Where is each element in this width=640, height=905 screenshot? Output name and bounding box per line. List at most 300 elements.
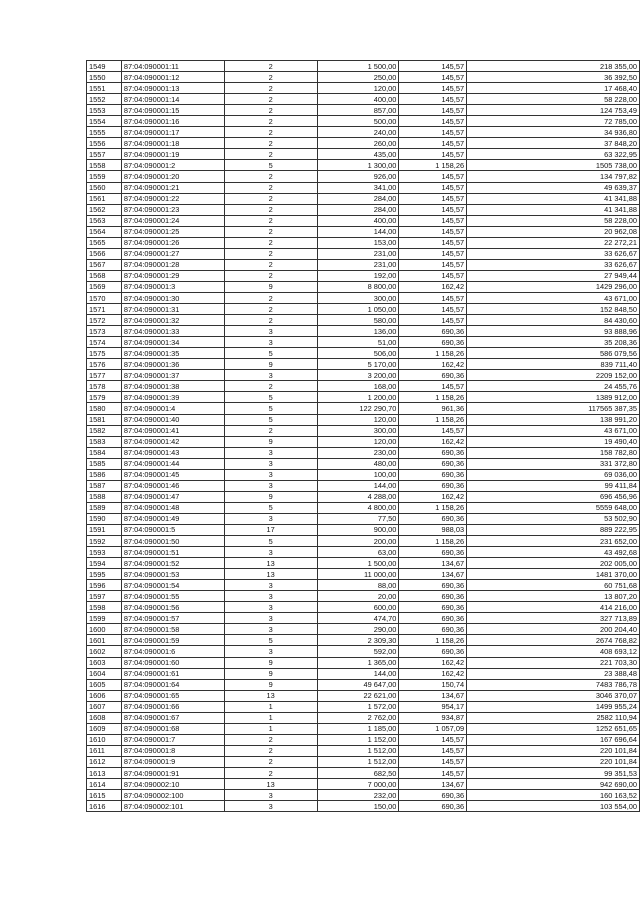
area-cell: 51,00 xyxy=(317,337,399,348)
cadastral-number-cell: 87:04:090001:33 xyxy=(121,326,224,337)
cadastral-number-cell: 87:04:090001:67 xyxy=(121,712,224,723)
rate-cell: 162,42 xyxy=(399,491,467,502)
rate-cell: 1 057,09 xyxy=(399,723,467,734)
table-row xyxy=(87,524,640,535)
category-cell: 2 xyxy=(224,270,317,281)
area-cell: 88,00 xyxy=(317,580,399,591)
cadastral-number-cell: 87:04:090001:35 xyxy=(121,348,224,359)
table-row xyxy=(87,745,640,756)
rate-cell: 145,57 xyxy=(399,381,467,392)
category-cell: 2 xyxy=(224,226,317,237)
cadastral-number-cell: 87:04:090002:100 xyxy=(121,790,224,801)
row-number-cell: 1583 xyxy=(87,436,122,447)
category-cell: 9 xyxy=(224,436,317,447)
row-number-cell: 1594 xyxy=(87,558,122,569)
category-cell: 2 xyxy=(224,756,317,767)
category-cell: 13 xyxy=(224,558,317,569)
row-number-cell: 1573 xyxy=(87,326,122,337)
rate-cell: 145,57 xyxy=(399,248,467,259)
row-number-cell: 1563 xyxy=(87,215,122,226)
cadastral-number-cell: 87:04:090001:52 xyxy=(121,558,224,569)
category-cell: 1 xyxy=(224,712,317,723)
row-number-cell: 1589 xyxy=(87,502,122,513)
value-cell: 1252 651,65 xyxy=(467,723,640,734)
rate-cell: 1 158,26 xyxy=(399,635,467,646)
cadastral-number-cell: 87:04:090001:17 xyxy=(121,127,224,138)
row-number-cell: 1553 xyxy=(87,105,122,116)
value-cell: 5559 648,00 xyxy=(467,502,640,513)
table-row xyxy=(87,768,640,779)
row-number-cell: 1570 xyxy=(87,292,122,303)
table-row xyxy=(87,182,640,193)
value-cell: 134 797,82 xyxy=(467,171,640,182)
value-cell: 414 216,00 xyxy=(467,602,640,613)
rate-cell: 134,67 xyxy=(399,690,467,701)
row-number-cell: 1616 xyxy=(87,801,122,812)
rate-cell: 134,67 xyxy=(399,558,467,569)
rate-cell: 162,42 xyxy=(399,668,467,679)
category-cell: 2 xyxy=(224,292,317,303)
rate-cell: 145,57 xyxy=(399,94,467,105)
rate-cell: 145,57 xyxy=(399,204,467,215)
rate-cell: 1 158,26 xyxy=(399,536,467,547)
cadastral-number-cell: 87:04:090001:64 xyxy=(121,679,224,690)
area-cell: 230,00 xyxy=(317,447,399,458)
cadastral-number-cell: 87:04:090001:23 xyxy=(121,204,224,215)
row-number-cell: 1549 xyxy=(87,61,122,72)
value-cell: 1389 912,00 xyxy=(467,392,640,403)
value-cell: 160 163,52 xyxy=(467,790,640,801)
table-row xyxy=(87,403,640,414)
rate-cell: 145,57 xyxy=(399,116,467,127)
area-cell: 926,00 xyxy=(317,171,399,182)
table-body xyxy=(87,61,640,812)
value-cell: 53 502,90 xyxy=(467,513,640,524)
table-row xyxy=(87,259,640,270)
cadastral-number-cell: 87:04:090001:31 xyxy=(121,304,224,315)
row-number-cell: 1576 xyxy=(87,359,122,370)
table-row xyxy=(87,635,640,646)
cadastral-number-cell: 87:04:090001:46 xyxy=(121,480,224,491)
area-cell: 284,00 xyxy=(317,204,399,215)
category-cell: 9 xyxy=(224,491,317,502)
cadastral-number-cell: 87:04:090001:36 xyxy=(121,359,224,370)
cadastral-number-cell: 87:04:090001:55 xyxy=(121,591,224,602)
table-row xyxy=(87,580,640,591)
rate-cell: 690,36 xyxy=(399,624,467,635)
category-cell: 9 xyxy=(224,359,317,370)
cadastral-number-cell: 87:04:090001:39 xyxy=(121,392,224,403)
cadastral-number-cell: 87:04:090001:14 xyxy=(121,94,224,105)
table-row xyxy=(87,337,640,348)
table-row xyxy=(87,558,640,569)
row-number-cell: 1561 xyxy=(87,193,122,204)
value-cell: 43 671,00 xyxy=(467,425,640,436)
row-number-cell: 1586 xyxy=(87,469,122,480)
cadastral-number-cell: 87:04:090001:54 xyxy=(121,580,224,591)
rate-cell: 145,57 xyxy=(399,292,467,303)
value-cell: 60 751,68 xyxy=(467,580,640,591)
rate-cell: 145,57 xyxy=(399,768,467,779)
area-cell: 857,00 xyxy=(317,105,399,116)
area-cell: 144,00 xyxy=(317,480,399,491)
area-cell: 231,00 xyxy=(317,259,399,270)
category-cell: 9 xyxy=(224,657,317,668)
value-cell: 2209 152,00 xyxy=(467,370,640,381)
table-row xyxy=(87,248,640,259)
area-cell: 120,00 xyxy=(317,436,399,447)
category-cell: 2 xyxy=(224,61,317,72)
row-number-cell: 1571 xyxy=(87,304,122,315)
row-number-cell: 1602 xyxy=(87,646,122,657)
area-cell: 1 152,00 xyxy=(317,734,399,745)
rate-cell: 690,36 xyxy=(399,602,467,613)
table-row xyxy=(87,480,640,491)
category-cell: 2 xyxy=(224,204,317,215)
category-cell: 5 xyxy=(224,160,317,171)
row-number-cell: 1596 xyxy=(87,580,122,591)
cadastral-number-cell: 87:04:090001:26 xyxy=(121,237,224,248)
value-cell: 221 703,30 xyxy=(467,657,640,668)
cadastral-number-cell: 87:04:090001:19 xyxy=(121,149,224,160)
area-cell: 122 290,70 xyxy=(317,403,399,414)
table-row xyxy=(87,657,640,668)
category-cell: 3 xyxy=(224,469,317,480)
rate-cell: 145,57 xyxy=(399,61,467,72)
cadastral-number-cell: 87:04:090001:42 xyxy=(121,436,224,447)
row-number-cell: 1613 xyxy=(87,768,122,779)
value-cell: 93 888,96 xyxy=(467,326,640,337)
row-number-cell: 1605 xyxy=(87,679,122,690)
area-cell: 435,00 xyxy=(317,149,399,160)
row-number-cell: 1587 xyxy=(87,480,122,491)
category-cell: 2 xyxy=(224,259,317,270)
area-cell: 260,00 xyxy=(317,138,399,149)
row-number-cell: 1603 xyxy=(87,657,122,668)
cadastral-number-cell: 87:04:090001:66 xyxy=(121,701,224,712)
cadastral-number-cell: 87:04:090001:3 xyxy=(121,281,224,292)
area-cell: 144,00 xyxy=(317,226,399,237)
area-cell: 300,00 xyxy=(317,425,399,436)
category-cell: 3 xyxy=(224,547,317,558)
value-cell: 1481 370,00 xyxy=(467,569,640,580)
table-row xyxy=(87,160,640,171)
category-cell: 3 xyxy=(224,646,317,657)
table-row xyxy=(87,315,640,326)
value-cell: 1505 738,00 xyxy=(467,160,640,171)
area-cell: 474,70 xyxy=(317,613,399,624)
row-number-cell: 1565 xyxy=(87,237,122,248)
row-number-cell: 1575 xyxy=(87,348,122,359)
row-number-cell: 1574 xyxy=(87,337,122,348)
area-cell: 232,00 xyxy=(317,790,399,801)
value-cell: 22 272,21 xyxy=(467,237,640,248)
rate-cell: 690,36 xyxy=(399,326,467,337)
area-cell: 192,00 xyxy=(317,270,399,281)
category-cell: 3 xyxy=(224,458,317,469)
rate-cell: 145,57 xyxy=(399,304,467,315)
value-cell: 696 456,96 xyxy=(467,491,640,502)
value-cell: 43 671,00 xyxy=(467,292,640,303)
row-number-cell: 1572 xyxy=(87,315,122,326)
category-cell: 3 xyxy=(224,480,317,491)
value-cell: 17 468,40 xyxy=(467,83,640,94)
category-cell: 2 xyxy=(224,425,317,436)
row-number-cell: 1560 xyxy=(87,182,122,193)
rate-cell: 690,36 xyxy=(399,337,467,348)
area-cell: 682,50 xyxy=(317,768,399,779)
value-cell: 218 355,00 xyxy=(467,61,640,72)
category-cell: 2 xyxy=(224,182,317,193)
value-cell: 41 341,88 xyxy=(467,204,640,215)
table-row xyxy=(87,679,640,690)
value-cell: 331 372,80 xyxy=(467,458,640,469)
rate-cell: 162,42 xyxy=(399,281,467,292)
area-cell: 120,00 xyxy=(317,414,399,425)
table-row xyxy=(87,237,640,248)
category-cell: 5 xyxy=(224,536,317,547)
table-row xyxy=(87,801,640,812)
rate-cell: 145,57 xyxy=(399,138,467,149)
rate-cell: 690,36 xyxy=(399,458,467,469)
table-row xyxy=(87,436,640,447)
cadastral-number-cell: 87:04:090001:20 xyxy=(121,171,224,182)
category-cell: 2 xyxy=(224,215,317,226)
area-cell: 22 621,00 xyxy=(317,690,399,701)
cadastral-number-cell: 87:04:090001:5 xyxy=(121,524,224,535)
cadastral-number-cell: 87:04:090001:43 xyxy=(121,447,224,458)
category-cell: 3 xyxy=(224,337,317,348)
value-cell: 117565 387,35 xyxy=(467,403,640,414)
category-cell: 13 xyxy=(224,569,317,580)
cadastral-number-cell: 87:04:090001:37 xyxy=(121,370,224,381)
category-cell: 3 xyxy=(224,513,317,524)
area-cell: 120,00 xyxy=(317,83,399,94)
area-cell: 1 300,00 xyxy=(317,160,399,171)
rate-cell: 145,57 xyxy=(399,425,467,436)
row-number-cell: 1551 xyxy=(87,83,122,94)
row-number-cell: 1557 xyxy=(87,149,122,160)
rate-cell: 690,36 xyxy=(399,513,467,524)
area-cell: 153,00 xyxy=(317,237,399,248)
area-cell: 341,00 xyxy=(317,182,399,193)
cadastral-number-cell: 87:04:090001:7 xyxy=(121,734,224,745)
table-row xyxy=(87,712,640,723)
area-cell: 400,00 xyxy=(317,215,399,226)
table-row xyxy=(87,458,640,469)
area-cell: 11 000,00 xyxy=(317,569,399,580)
table-row xyxy=(87,94,640,105)
area-cell: 1 500,00 xyxy=(317,61,399,72)
rate-cell: 134,67 xyxy=(399,779,467,790)
rate-cell: 150,74 xyxy=(399,679,467,690)
rate-cell: 145,57 xyxy=(399,83,467,94)
category-cell: 13 xyxy=(224,690,317,701)
table-row xyxy=(87,116,640,127)
row-number-cell: 1588 xyxy=(87,491,122,502)
value-cell: 942 690,00 xyxy=(467,779,640,790)
row-number-cell: 1577 xyxy=(87,370,122,381)
category-cell: 5 xyxy=(224,635,317,646)
cadastral-number-cell: 87:04:090001:56 xyxy=(121,602,224,613)
value-cell: 63 322,95 xyxy=(467,149,640,160)
category-cell: 2 xyxy=(224,83,317,94)
category-cell: 3 xyxy=(224,790,317,801)
category-cell: 3 xyxy=(224,447,317,458)
row-number-cell: 1597 xyxy=(87,591,122,602)
area-cell: 400,00 xyxy=(317,94,399,105)
category-cell: 2 xyxy=(224,127,317,138)
area-cell: 2 762,00 xyxy=(317,712,399,723)
area-cell: 20,00 xyxy=(317,591,399,602)
category-cell: 9 xyxy=(224,281,317,292)
table-row xyxy=(87,414,640,425)
value-cell: 99 411,84 xyxy=(467,480,640,491)
row-number-cell: 1550 xyxy=(87,72,122,83)
cadastral-number-cell: 87:04:090001:51 xyxy=(121,547,224,558)
area-cell: 144,00 xyxy=(317,668,399,679)
value-cell: 1499 955,24 xyxy=(467,701,640,712)
value-cell: 327 713,89 xyxy=(467,613,640,624)
cadastral-number-cell: 87:04:090002:101 xyxy=(121,801,224,812)
table-row xyxy=(87,326,640,337)
area-cell: 1 572,00 xyxy=(317,701,399,712)
value-cell: 58 228,00 xyxy=(467,215,640,226)
value-cell: 99 351,53 xyxy=(467,768,640,779)
table-row xyxy=(87,226,640,237)
rate-cell: 145,57 xyxy=(399,315,467,326)
area-cell: 580,00 xyxy=(317,315,399,326)
area-cell: 200,00 xyxy=(317,536,399,547)
value-cell: 27 949,44 xyxy=(467,270,640,281)
cadastral-number-cell: 87:04:090001:61 xyxy=(121,668,224,679)
category-cell: 2 xyxy=(224,304,317,315)
area-cell: 1 512,00 xyxy=(317,756,399,767)
row-number-cell: 1607 xyxy=(87,701,122,712)
row-number-cell: 1604 xyxy=(87,668,122,679)
table-row xyxy=(87,624,640,635)
cadastral-number-cell: 87:04:090001:18 xyxy=(121,138,224,149)
category-cell: 2 xyxy=(224,116,317,127)
area-cell: 231,00 xyxy=(317,248,399,259)
area-cell: 4 288,00 xyxy=(317,491,399,502)
table-row xyxy=(87,734,640,745)
table-row xyxy=(87,613,640,624)
cadastral-number-cell: 87:04:090001:40 xyxy=(121,414,224,425)
category-cell: 9 xyxy=(224,679,317,690)
rate-cell: 690,36 xyxy=(399,801,467,812)
table-row xyxy=(87,204,640,215)
area-cell: 1 512,00 xyxy=(317,745,399,756)
value-cell: 69 036,00 xyxy=(467,469,640,480)
area-cell: 506,00 xyxy=(317,348,399,359)
rate-cell: 145,57 xyxy=(399,745,467,756)
value-cell: 13 807,20 xyxy=(467,591,640,602)
cadastral-number-cell: 87:04:090001:48 xyxy=(121,502,224,513)
cadastral-number-cell: 87:04:090001:65 xyxy=(121,690,224,701)
area-cell: 1 050,00 xyxy=(317,304,399,315)
cadastral-number-cell: 87:04:090001:21 xyxy=(121,182,224,193)
cadastral-number-cell: 87:04:090001:68 xyxy=(121,723,224,734)
value-cell: 220 101,84 xyxy=(467,756,640,767)
rate-cell: 1 158,26 xyxy=(399,502,467,513)
category-cell: 2 xyxy=(224,381,317,392)
value-cell: 3046 370,07 xyxy=(467,690,640,701)
rate-cell: 690,36 xyxy=(399,591,467,602)
category-cell: 3 xyxy=(224,370,317,381)
row-number-cell: 1559 xyxy=(87,171,122,182)
rate-cell: 1 158,26 xyxy=(399,348,467,359)
cadastral-number-cell: 87:04:090001:91 xyxy=(121,768,224,779)
value-cell: 58 228,00 xyxy=(467,94,640,105)
table-row xyxy=(87,304,640,315)
row-number-cell: 1555 xyxy=(87,127,122,138)
cadastral-number-cell: 87:04:090001:25 xyxy=(121,226,224,237)
row-number-cell: 1606 xyxy=(87,690,122,701)
cadastral-number-cell: 87:04:090001:29 xyxy=(121,270,224,281)
cadastral-value-table xyxy=(86,60,640,812)
value-cell: 49 639,37 xyxy=(467,182,640,193)
row-number-cell: 1610 xyxy=(87,734,122,745)
table-row xyxy=(87,348,640,359)
row-number-cell: 1608 xyxy=(87,712,122,723)
value-cell: 220 101,84 xyxy=(467,745,640,756)
rate-cell: 145,57 xyxy=(399,237,467,248)
table-row xyxy=(87,392,640,403)
table-row xyxy=(87,425,640,436)
table-row xyxy=(87,701,640,712)
category-cell: 2 xyxy=(224,171,317,182)
category-cell: 3 xyxy=(224,580,317,591)
value-cell: 23 388,48 xyxy=(467,668,640,679)
rate-cell: 145,57 xyxy=(399,734,467,745)
cadastral-number-cell: 87:04:090001:15 xyxy=(121,105,224,116)
rate-cell: 145,57 xyxy=(399,756,467,767)
cadastral-number-cell: 87:04:090001:9 xyxy=(121,756,224,767)
area-cell: 240,00 xyxy=(317,127,399,138)
value-cell: 37 848,20 xyxy=(467,138,640,149)
category-cell: 2 xyxy=(224,248,317,259)
row-number-cell: 1558 xyxy=(87,160,122,171)
table-row xyxy=(87,547,640,558)
cadastral-number-cell: 87:04:090001:11 xyxy=(121,61,224,72)
row-number-cell: 1562 xyxy=(87,204,122,215)
table-row xyxy=(87,723,640,734)
cadastral-number-cell: 87:04:090001:6 xyxy=(121,646,224,657)
area-cell: 4 800,00 xyxy=(317,502,399,513)
row-number-cell: 1592 xyxy=(87,536,122,547)
cadastral-number-cell: 87:04:090001:53 xyxy=(121,569,224,580)
value-cell: 231 652,00 xyxy=(467,536,640,547)
rate-cell: 145,57 xyxy=(399,149,467,160)
cadastral-number-cell: 87:04:090001:24 xyxy=(121,215,224,226)
category-cell: 2 xyxy=(224,72,317,83)
area-cell: 290,00 xyxy=(317,624,399,635)
area-cell: 7 000,00 xyxy=(317,779,399,790)
area-cell: 284,00 xyxy=(317,193,399,204)
table-row xyxy=(87,779,640,790)
category-cell: 1 xyxy=(224,723,317,734)
rate-cell: 690,36 xyxy=(399,469,467,480)
cadastral-number-cell: 87:04:090001:12 xyxy=(121,72,224,83)
rate-cell: 145,57 xyxy=(399,105,467,116)
category-cell: 13 xyxy=(224,779,317,790)
value-cell: 84 430,60 xyxy=(467,315,640,326)
table-row xyxy=(87,469,640,480)
cadastral-number-cell: 87:04:090001:58 xyxy=(121,624,224,635)
value-cell: 36 392,50 xyxy=(467,72,640,83)
value-cell: 202 005,00 xyxy=(467,558,640,569)
